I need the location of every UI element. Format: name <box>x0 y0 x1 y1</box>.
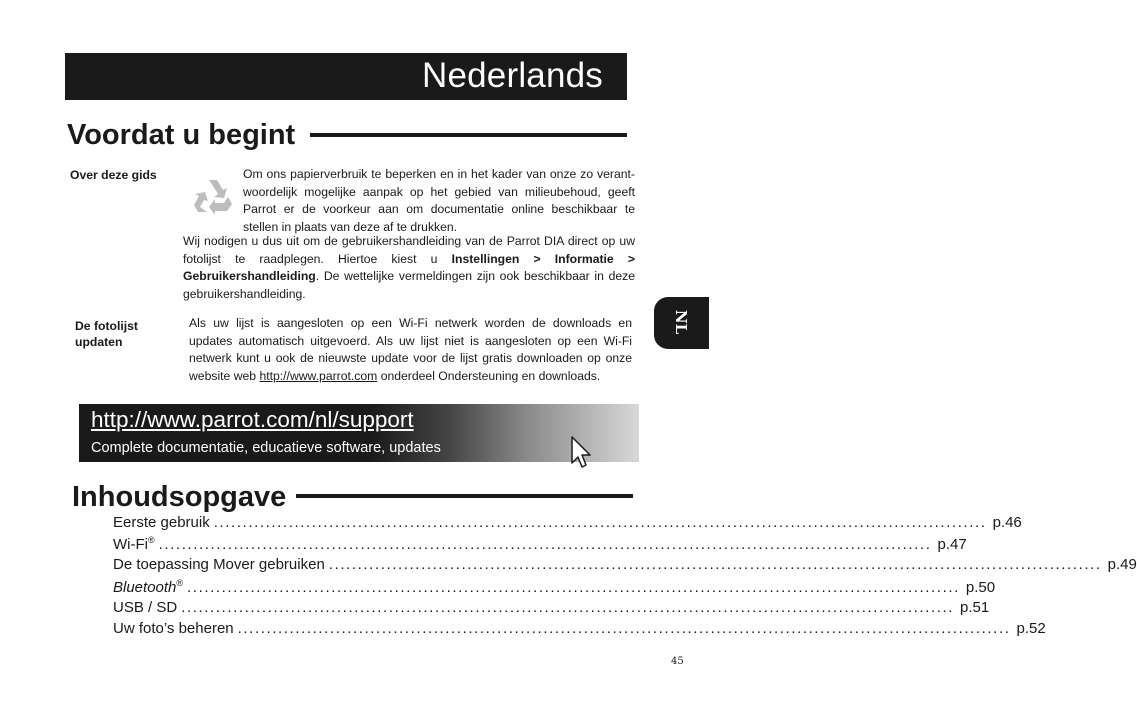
update-frame-paragraph <box>189 315 632 385</box>
update-frame-text-end: onderdeel Ondersteuning en downloads. <box>377 368 601 383</box>
parrot-website-link[interactable]: http://www.parrot.com <box>259 368 378 383</box>
toc-entry-label-text: Wi-Fi <box>113 536 148 554</box>
toc-entry-page: p.46 <box>992 514 1022 531</box>
about-guide-text-end: . De wettelijke vermeldingen zijn ook beschikbaar in deze gebruikershandleiding. <box>183 269 635 301</box>
language-side-tab-label: NL <box>672 309 690 335</box>
toc-entry[interactable] <box>113 619 1046 641</box>
about-guide-text: Wij nodigen u dus uit om de gebruikershandleiding van de Parrot DIA direct op uw fotolijst te raadplegen. Hiertoe kiest u <box>183 234 635 266</box>
section-heading-contents: Inhoudsopgave <box>72 481 287 513</box>
toc-leader-dots: ...................................................................................................................................... <box>181 598 955 616</box>
toc-entry-page: p.50 <box>965 578 996 596</box>
toc-entry-label: De toepassing Mover gebruiken <box>113 556 325 574</box>
toc-entry-page: p.47 <box>937 536 967 554</box>
toc-entry[interactable] <box>113 535 967 556</box>
toc-entry-page: p.51 <box>960 598 990 616</box>
toc-entry[interactable] <box>113 577 996 599</box>
toc-leader-dots: ...................................................................................................................................... <box>328 556 1102 574</box>
toc-entry-label: Eerste gebruik <box>113 514 210 531</box>
support-banner <box>79 404 639 462</box>
language-side-tab <box>654 297 709 349</box>
registered-mark: ® <box>147 535 155 546</box>
page-number: 45 <box>671 656 684 667</box>
language-banner <box>65 53 627 100</box>
toc-entry-page: p.49 <box>1107 556 1137 574</box>
toc-entry-page: p.52 <box>1016 619 1046 637</box>
support-url-link[interactable]: http://www.parrot.com/nl/support <box>91 407 414 432</box>
about-guide-intro <box>243 166 635 236</box>
about-guide-intro-line: woordelijk mogelijke aanpak op het gebied van milieubehoud, geeft <box>243 184 635 199</box>
toc-leader-dots: ...................................................................................................................................... <box>158 536 932 554</box>
settings-menu-path: Instellingen > Informatie > Gebruikershandleiding <box>183 251 635 283</box>
about-guide-intro-line: Parrot er de voorkeur aan om documentatie online beschikbaar te <box>243 202 635 216</box>
registered-mark: ® <box>176 577 184 588</box>
toc-leader-dots: ...................................................................................................................................... <box>187 578 960 596</box>
table-of-contents <box>113 514 1137 641</box>
about-guide-intro-line: stellen in plaats van deze af te drukken. <box>243 219 458 234</box>
toc-entry[interactable] <box>113 556 1137 577</box>
about-guide-paragraph <box>183 233 635 303</box>
toc-entry-label <box>113 535 155 553</box>
update-frame-label-line: updaten <box>75 335 123 349</box>
update-frame-label <box>75 318 138 350</box>
mouse-pointer-icon <box>570 436 592 472</box>
about-guide-intro-line: Om ons papierverbruik te beperken en in het kader van onze zo verant- <box>243 167 635 181</box>
heading-rule <box>296 494 633 498</box>
toc-entry-label <box>113 578 183 596</box>
toc-entry[interactable] <box>113 598 990 620</box>
section-heading-before-start: Voordat u begint <box>67 119 296 151</box>
language-title: Nederlands <box>422 56 603 95</box>
toc-entry-label: USB / SD <box>113 598 178 616</box>
update-frame-label-line: De fotolijst <box>75 319 138 333</box>
heading-rule <box>310 133 627 137</box>
support-description: Complete documentatie, educatieve software, updates <box>91 440 441 456</box>
toc-leader-dots: ...................................................................................................................................... <box>213 514 987 531</box>
about-guide-label: Over deze gids <box>70 168 157 182</box>
recycle-icon <box>193 178 233 216</box>
toc-entry-label-text: Bluetooth <box>113 578 177 596</box>
toc-entry[interactable] <box>113 514 1022 535</box>
update-frame-text: Als uw lijst is aangesloten op een Wi-Fi netwerk worden de downloads en updates automatisch uitgevoerd. Als uw lijst niet is aangesloten op een Wi-Fi netwerk kunt u ook de nieuwste update voor de lijst gratis downloaden op onze website web <box>189 316 632 383</box>
toc-entry-label: Uw foto’s beheren <box>113 619 234 637</box>
toc-leader-dots: ...................................................................................................................................... <box>237 619 1011 637</box>
